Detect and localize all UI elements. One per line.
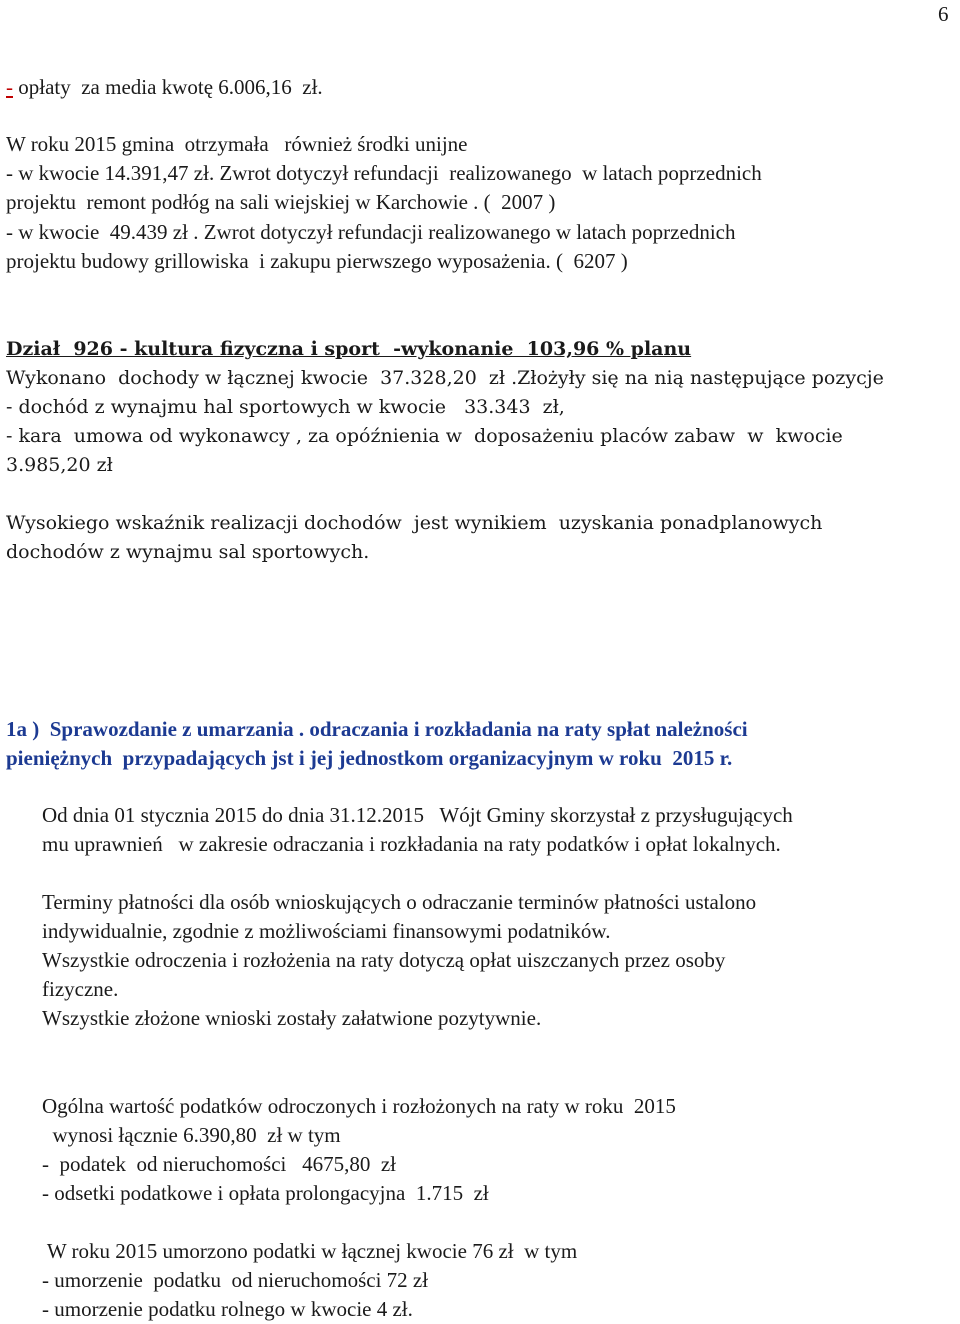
- text-line: W roku 2015 gmina otrzymała również środki unijne: [6, 132, 468, 156]
- text-line: - podatek od nieruchomości 4675,80 zł: [42, 1152, 397, 1176]
- text-line: - kara umowa od wykonawcy , za opóźnienia w doposażeniu placów zabaw w kwocie: [6, 425, 843, 447]
- text-line: - dochód z wynajmu hal sportowych w kwocie 33.343 zł,: [6, 396, 565, 418]
- text-line: - umorzenie podatku od nieruchomości 72 zł: [42, 1268, 429, 1292]
- text-line: - odsetki podatkowe i opłata prolongacyjna 1.715 zł: [42, 1181, 489, 1205]
- text-line: - w kwocie 14.391,47 zł. Zwrot dotyczył refundacji realizowanego w latach poprzednich: [6, 161, 762, 185]
- text-line: 3.985,20 zł: [6, 454, 113, 476]
- text-line: - umorzenie podatku rolnego w kwocie 4 zł.: [42, 1297, 413, 1321]
- section-1a-heading: 1a ) Sprawozdanie z umarzania . odraczania i rozkładania na raty spłat należności: [6, 717, 748, 741]
- text-line: dochodów z wynajmu sal sportowych.: [6, 541, 370, 563]
- dash-marker: -: [6, 75, 13, 99]
- media-fee-text: opłaty za media kwotę 6.006,16 zł.: [13, 75, 323, 99]
- text-line: Wszystkie złożone wnioski zostały załatwione pozytywnie.: [42, 1006, 542, 1030]
- text-line: Wysokiego wskaźnik realizacji dochodów jest wynikiem uzyskania ponadplanowych: [6, 512, 823, 534]
- text-line: W roku 2015 umorzono podatki w łącznej kwocie 76 zł w tym: [42, 1239, 578, 1263]
- text-line: Wszystkie odroczenia i rozłożenia na raty dotyczą opłat uiszczanych przez osoby: [42, 948, 726, 972]
- text-line: projektu budowy grillowiska i zakupu pierwszego wyposażenia. ( 6207 ): [6, 249, 628, 273]
- text-line: Ogólna wartość podatków odroczonych i rozłożonych na raty w roku 2015: [42, 1094, 676, 1118]
- text-line: mu uprawnień w zakresie odraczania i rozkładania na raty podatków i opłat lokalnych.: [42, 832, 781, 856]
- page-number: 6: [938, 2, 949, 26]
- text-line: wynosi łącznie 6.390,80 zł w tym: [42, 1123, 341, 1147]
- text-line: indywidualnie, zgodnie z możliwościami finansowymi podatników.: [42, 919, 611, 943]
- text-line: - w kwocie 49.439 zł . Zwrot dotyczył refundacji realizowanego w latach poprzednich: [6, 220, 736, 244]
- text-line: Od dnia 01 stycznia 2015 do dnia 31.12.2015 Wójt Gminy skorzystał z przysługujących: [42, 803, 793, 827]
- section-1a-heading-cont: pieniężnych przypadających jst i jej jednostkom organizacyjnym w roku 2015 r.: [6, 746, 733, 770]
- text-line: projektu remont podłóg na sali wiejskiej w Karchowie . ( 2007 ): [6, 190, 556, 214]
- section-926-heading: Dział 926 - kultura fizyczna i sport -wykonanie 103,96 % planu: [6, 338, 692, 360]
- text-line: fizyczne.: [42, 977, 119, 1001]
- text-line: Terminy płatności dla osób wnioskujących o odraczanie terminów płatności ustalono: [42, 890, 757, 914]
- media-fee-line: [6, 77, 323, 98]
- text-line: Wykonano dochody w łącznej kwocie 37.328,20 zł .Złożyły się na nią następujące pozycje: [6, 367, 884, 389]
